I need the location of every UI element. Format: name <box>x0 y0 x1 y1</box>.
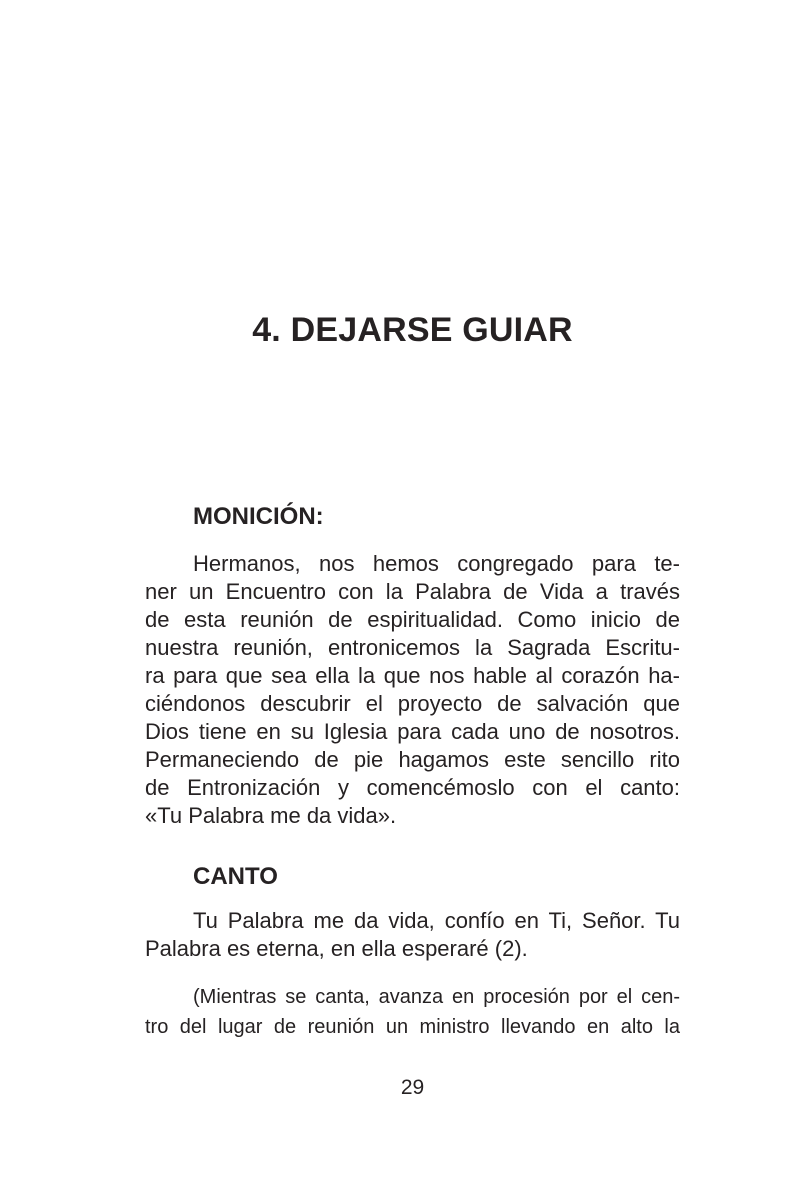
canto-lyrics-paragraph <box>145 907 680 963</box>
canto-rubric-paragraph <box>145 982 680 1042</box>
chapter-title: 4. DEJARSE GUIAR <box>252 311 573 349</box>
text-line: de Entronización y comencémoslo con el canto: <box>145 775 680 800</box>
text-line: tro del lugar de reunión un ministro llevando en alto la <box>145 1016 680 1038</box>
text-line: ciéndonos descubrir el proyecto de salvación que <box>145 691 680 716</box>
text-line: Permaneciendo de pie hagamos este sencillo rito <box>145 747 680 772</box>
monicion-heading: MONICIÓN: <box>193 503 324 530</box>
text-line: ra para que sea ella la que nos hable al corazón ha- <box>145 663 680 688</box>
text-line: Palabra es eterna, en ella esperaré (2). <box>145 936 528 961</box>
text-line: Dios tiene en su Iglesia para cada uno de nosotros. <box>145 719 680 744</box>
text-line: nuestra reunión, entronicemos la Sagrada Escritu- <box>145 635 680 660</box>
text-line: (Mientras se canta, avanza en procesión por el cen- <box>193 986 680 1008</box>
monicion-paragraph <box>145 550 680 830</box>
text-line: Tu Palabra me da vida, confío en Ti, Señor. Tu <box>193 908 680 933</box>
page-number: 29 <box>400 1076 425 1099</box>
text-line: Hermanos, nos hemos congregado para te- <box>193 551 680 576</box>
text-line: de esta reunión de espiritualidad. Como inicio de <box>145 607 680 632</box>
text-line: ner un Encuentro con la Palabra de Vida a través <box>145 579 680 604</box>
canto-heading: CANTO <box>193 863 278 890</box>
text-line: «Tu Palabra me da vida». <box>145 803 397 828</box>
